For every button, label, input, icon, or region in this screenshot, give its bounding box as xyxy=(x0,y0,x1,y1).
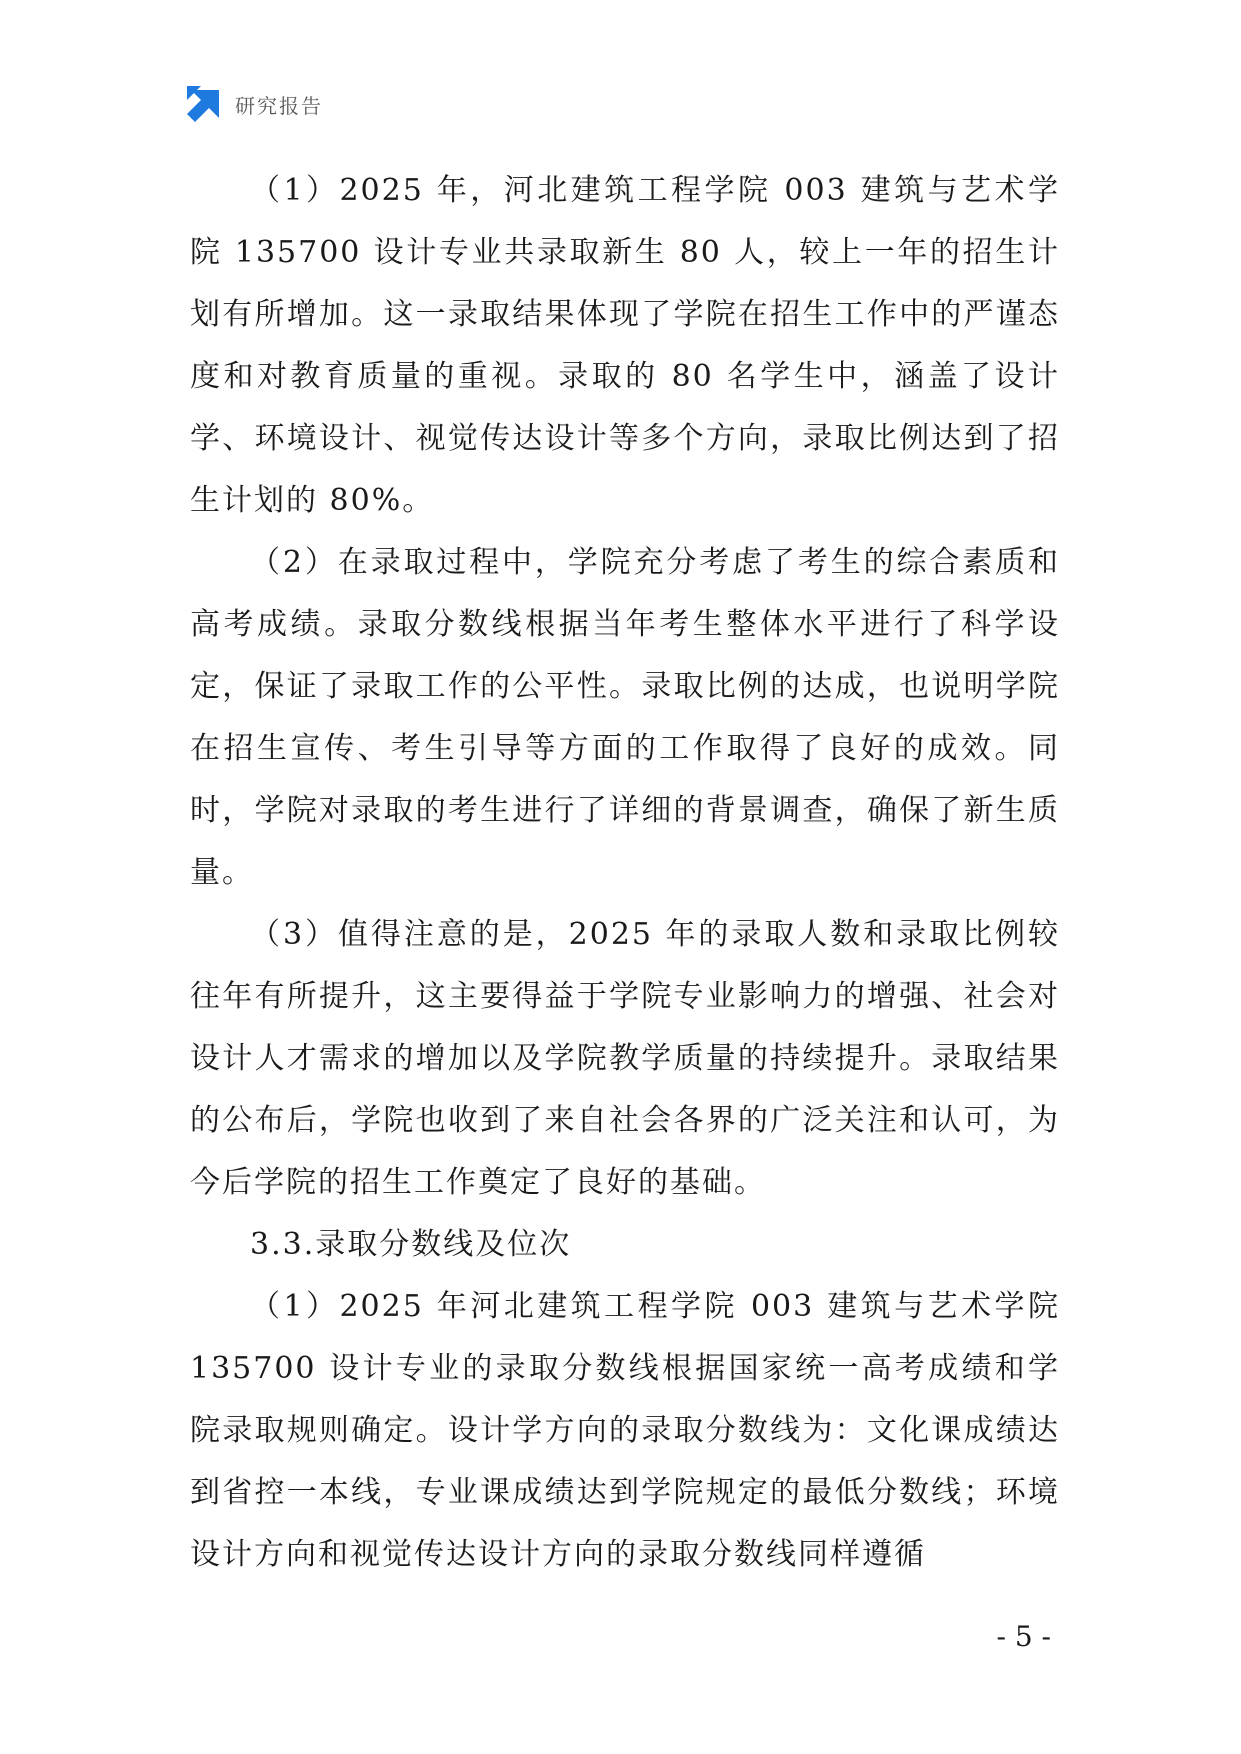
page-number: - 5 - xyxy=(996,1620,1051,1653)
paragraph-3: （3）值得注意的是，2025 年的录取人数和录取比例较往年有所提升，这主要得益于学院专业影响力的增强、社会对设计人才需求的增加以及学院教学质量的持续提升。录取结果的公布后，学院也收到了来自社会各界的广泛关注和认可，为今后学院的招生工作奠定了良好的基础。 xyxy=(190,917,1060,1200)
header-title: 研究报告 xyxy=(235,93,323,118)
document-body xyxy=(190,160,1060,1586)
paragraph-2: （2）在录取过程中，学院充分考虑了考生的综合素质和高考成绩。录取分数线根据当年考生整体水平进行了科学设定，保证了录取工作的公平性。录取比例的达成，也说明学院在招生宣传、考生引导等方面的工作取得了良好的成效。同时，学院对录取的考生进行了详细的背景调查，确保了新生质量。 xyxy=(190,545,1060,890)
paragraph-1: （1）2025 年，河北建筑工程学院 003 建筑与艺术学院 135700 设计专业共录取新生 80 人，较上一年的招生计划有所增加。这一录取结果体现了学院在招生工作中的严谨态度和对教育质量的重视。录取的 80 名学生中，涵盖了设计学、环境设计、视觉传达设计等多个方向，录取比例达到了招生计划的 80%。 xyxy=(190,173,1060,518)
page-header xyxy=(187,86,323,122)
section-heading: 3.3.录取分数线及位次 xyxy=(250,1227,572,1262)
report-logo-icon xyxy=(187,86,223,122)
section-paragraph-1: （1）2025 年河北建筑工程学院 003 建筑与艺术学院 135700 设计专业的录取分数线根据国家统一高考成绩和学院录取规则确定。设计学方向的录取分数线为：文化课成绩达到省控一本线，专业课成绩达到学院规定的最低分数线；环境设计方向和视觉传达设计方向的录取分数线同样遵循 xyxy=(190,1289,1060,1572)
